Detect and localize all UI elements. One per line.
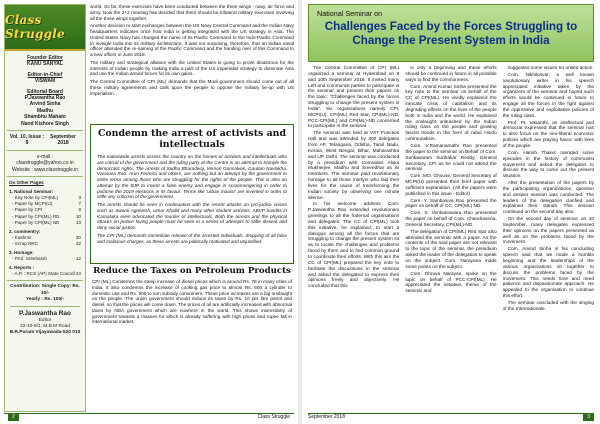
- banner-title: Challenges Faced by the Forces Struggling to Change the Present System in India: [324, 20, 578, 47]
- editor-label: Editor-in-Chief: [27, 71, 63, 78]
- toc-item[interactable]: - Paper by CPI 8: [12, 207, 81, 213]
- founder-label: Founder Editor: [27, 55, 63, 61]
- toc-section: 4. Reports :: [9, 265, 35, 271]
- toc-item[interactable]: - A.P. : RCS (AP) State Council 24: [12, 271, 81, 277]
- board-member: Madhu: [36, 107, 54, 114]
- board-member: Nand Kishore Singh: [21, 120, 69, 127]
- seminar-banner: [308, 4, 594, 62]
- toc-item[interactable]: - Scrap NRC 22: [12, 240, 81, 246]
- website[interactable]: Website : www.classtruggle.in: [11, 166, 79, 173]
- issue-date: September 2018: [50, 134, 76, 147]
- intro-text: world. So far, these exercises have been conducted between the three wings - navy, air force and army. Now the 2+2 meeting has decided that there should be trilateral military exercises involving all the three wings together. Another decision to start exchanges between the US Navy Central Command and the Indian Navy headquarters indicates once how India is getting integrated with the US strategy in Asia. The United States Navy has changed the name of its Pacific Command to the Indo-Pacific Command to inveigle India into its military architecture. It was not surprising, therefore, that an Indian naval officer attended the re-naming of the Pacific Command and the handing over of this Command to a new officer in June 2018. The military and strategical alliance with the United States is going to prove disastrous for the interests of Indian people by making India a part of the US imperialist strategy to dominate Asia and use the Indian armed forces for its own gains. The Central Committee of CPI (ML) demands that the Modi government should come out of all these military agreements and calls upon the people to oppose the military tie-up with US imperialism.: [90, 4, 294, 96]
- toc-item[interactable]: - Kashmir 20: [12, 234, 81, 240]
- article-petroleum-taxes: Reduce the Taxes on Petroleum Products CPI (ML) Condemns the steep increase of diesel prices which is around Rs. 78 in many cities of India. It also condemns the increase of cooking gas price to almost Rs. 500 a cylinder to domestic use and Rs. 900 to non subsidy consumers. These price increases are a big onslaught on the people. The union government should reduce its taxes by Rs. 10 per litre petrol and diesel, so that the prices will come down. The prices of oil are artificially increased with abnormal taxes by NDA government which are nowhere in the world. This shows insensitivity of government towards a masses for which is already suffering with high prices and rupee fall in international market.: [92, 266, 293, 325]
- column-1: The Central Committee of CPI (ML) organized a seminar at Hyderabad on 9 and 10th September 2018. It invited many Left and communist parties to participate in the seminar and present their papers on the topic: "Challenges faced by the forces struggling to change the present system in India". Six organisations namely CPI, MCPI(U), CPI(ML) Red Star, CPI(ML)-ND, PCC-CPI(ML) and CPI(ML)-ND concerned to participate in the seminar. The seminar was held at VST Function Hall and was attended by 300 delegates from AP, Telangana, Odisha, Tamil Nadu, Kerala, West Bengal, Bihar, Maharashtra and UP, Delhi. The seminar was conducted by a presidium with Comrades Aluka Mukherjee, Madhu and Sreeedhar as its members. The seminar paid revolutionary homage to all those martyrs who laid their lives for the cause of transforming the Indian society by observing one minute silence. In his welcome address Com. P.Jaswantha Rao extended revolutionary greetings to all the fraternal organisations and delegates. The CC of CPI(ML) took this initiative, he explained, to start a dialogue among all the forces that are struggling to change the present system so as to locate the challenges and problems faced by them and to find common ground to coordinate their efforts. With this aim the CC of CPI(ML) prepared the key note to facilitate the discussions in the seminar and asked the delegated to express their opinions freely and objectively. He concluded that this: [308, 66, 400, 290]
- right-page: [302, 0, 600, 424]
- article-condemn-arrests: Condemn the arrest of activists and intellectuals The nationwide arrests across the country on the homes of activists and intellectuals who are critical of the government and the ruling party at the Centre is an attempt to trample the democratic rights. The arrests of Sudha Bharadwaj, Vernon Gonsalves, Gautam Navlakha, Varavara Rao, Arun Ferreira and others, are nothing but an attempt by the government to strike terror among those who are struggling for the rights of the people. This is also an attempt by the BJP to invent a false enemy and engage in scaremongering in order to polarise the 2019 elections in its favour. Terms like 'urban maoist' are invented in order to stifle any criticism of the government. The arrests should be seen in continuation with the recent attacks on pro-judice voices such as Swami Agnivesh, Umar Khalid and many other student activists. ABVP bandits in Karnataka even advocated the murder of intellectuals. Both the arrests and the physical attacks on justice loving people must be seen in a series of attempts to stifle dissent and deny social justice. The CPI (ML) demands immediate release of the arrested individuals, dropping of all false and malicious charges, as these arrests are politically motivated and unjustified.: [90, 124, 294, 264]
- article-columns: [308, 66, 594, 410]
- volume-issue: Vol. 10, Issue : 9: [9, 134, 45, 147]
- board-member: Arvind Sinha: [29, 101, 61, 108]
- toc-section: 3. Homage:: [9, 250, 34, 256]
- editor-name: VISWAM: [34, 78, 56, 85]
- board-member: P.Jaswantha Rao: [24, 95, 66, 102]
- article-title: Reduce the Taxes on Petroleum Products: [93, 266, 291, 276]
- board-label: Editorial Board: [27, 88, 63, 95]
- toc-item[interactable]: - Prof. Sreeharsh 12: [12, 256, 81, 262]
- board-member: Shambhu Mahato: [24, 114, 66, 121]
- table-of-contents: [5, 180, 85, 277]
- masthead: [5, 5, 85, 51]
- sidebar: [4, 4, 86, 412]
- toc-item[interactable]: - Paper by CPI(ML) ND 13: [12, 219, 81, 225]
- page-number: 3: [583, 414, 594, 421]
- page-number: 2: [8, 414, 19, 421]
- right-footer: [308, 413, 594, 421]
- contents-label: On Other Pages: [9, 180, 44, 186]
- toc-item[interactable]: - Paper by CPI(ML) RD 10: [12, 213, 81, 219]
- article-title: Condemn the arrest of activists and intellectuals: [97, 128, 287, 150]
- publisher-name: P.Jaswantha Rao: [19, 310, 71, 318]
- email[interactable]: e-mail : classtruggle@yahoo.co.in: [16, 153, 74, 167]
- footer-title: Class Struggle: [257, 414, 290, 420]
- toc-section: 1. National Seminar:: [9, 189, 54, 195]
- column-2: is only a beginning and these efforts should be continued in future in all possible ways to find the commonness. Com. Arvind Kumar Sinha presented the key note to the seminar on behalf of the CC of CPI(ML). He vividly explained the intricate crisis of capitalism and its degrading effects on the lives of the people both in India and the world. He explained the onslaught unleashed by the Indian ruling class on the people and growing fascist trends in the form of rabid Hindu communalism. Com. V.Ramanamathi Rao presented the paper to the seminar on Behalf of Com. Sunkavaram Sudhakar Reddy, General Secretary, CPI as he could not attend the seminar. Com. MO. Ghouse, General Secretary of MCPI(U) presented their brief paper with sufficient explanation. (All the papers were published in this issue - Editor) Com. Y. Sambasiva Rao presented the paper on behalf of CC, CPI(ML) ND. Com. S. Venkateswara Rao presented the paper on behalf of Com. Chandrasena, General Secretary, CPI(ML)-ND. The delegation of CPI(ML) Red Star also attended the seminar with a paper. As the contents of the said paper are not relevant to the topic of the seminar, the presidium asked the leader of the delegation to speak on the subject. Com. Narayana made some points on the subject. Com. Dhruva Narayan, spoke on the topic on behalf of PCC-CPI(ML). He appreciated the initiative, theme of the seminar and: [405, 66, 497, 295]
- toc-section: 2. commentry:: [9, 228, 41, 234]
- footer-date: September 2018: [308, 414, 345, 420]
- left-footer: [4, 413, 294, 421]
- toc-item[interactable]: - Paper by MCPI(U) 7: [12, 201, 81, 207]
- left-page: [0, 0, 298, 424]
- banner-subtitle: National Seminar on: [317, 9, 383, 18]
- masthead-title: Class Struggle: [5, 13, 65, 41]
- column-3: suggested some issues for united action. Com. Nikhilesvar, a well known revolutionary writer in his speech appreciated initiative taken by the organizers of the seminar and hoped such efforts would be continued in future to engage all the forces in the fight against the oppressive and exploitative policies of the ruling class. Prof. PL Vasanthi, an intellectual and democrat expressed that the seminar has to also focus on the neo-liberal economic policies which are playing havoc with lives of the people. Com. Harish Thakur narrated some episodes in the history of communist movement and asked the delegates to discuss the way to come out the present situation. After the presentation of the papers by the participating organizations, question and answer session was conducted. The leaders of the delegation clarified and explained their stands. This session continued on the second day also. On the second day of seminar, on 10 September, many delegates expressed their opinions on the papers presented as well as on the problems faced by the movement. Com. Arvind Sinha in his concluding speech said that we made a humble beginning and the leaderships of the various organizations sit together to discuss the problems faced by the movement. This needs time and need patience and dispassionate approach. He appealed to the organisation to continue this effort. The seminar concluded with the singing of the Internationale.: [502, 66, 594, 312]
- toc-item[interactable]: - Key Note by CPI(ML) 3: [12, 195, 81, 201]
- founder-name: KANU SANYAL: [27, 61, 63, 68]
- contribution-info: Contribution: Single Copy: Rs. 10/- Yearly : Rs. 100/- P.Jaswantha Rao Editor 22-10-9/1, M.B.M Road B.R.Puram Vijayawada-520 010: [9, 284, 81, 336]
